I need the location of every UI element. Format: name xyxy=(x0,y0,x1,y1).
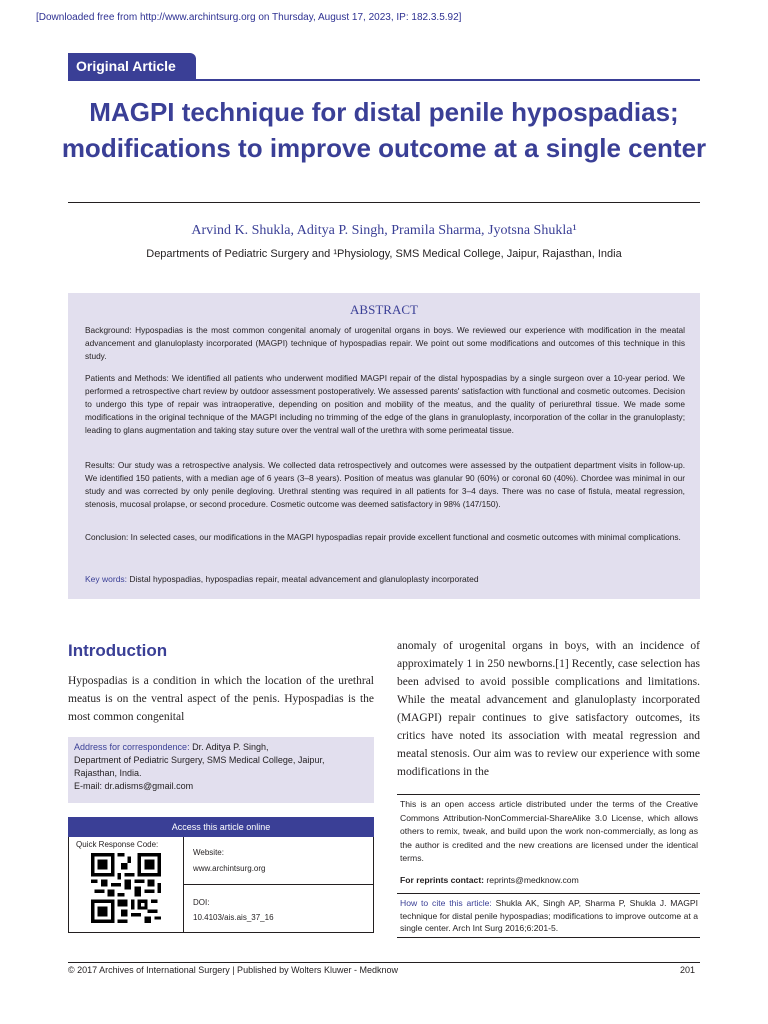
correspondence-label: Address for correspondence: xyxy=(74,742,190,752)
reprints-contact xyxy=(400,875,579,885)
page-number: 201 xyxy=(680,965,696,975)
header-rule xyxy=(68,79,700,81)
article-type-tag: Original Article xyxy=(68,53,196,79)
methods-label: Patients and Methods: xyxy=(85,373,169,383)
doi-link[interactable]: 10.4103/ais.ais_37_16 xyxy=(193,913,274,922)
introduction-heading: Introduction xyxy=(68,641,168,660)
results-text: Our study was a retrospective analysis. We collected data retrospectively and outcomes were assessed by the outpatient department visits in follow-up. We identified 150 patients, with a median age of 6 years (3–8 years). Position of meatus was glanular 90 (60%) or coronal 60 (40%). Chordee was minimal in our study and was corrected by only penile degloving. Urethral stenting was required in all patients for 3–4 days. There was no case of fistula, meatal regression, stenosis, mucosal prolapse, or second procedure. Cosmetic outcome was deemed satisfactory in 98% (147/150). xyxy=(85,460,685,509)
citation xyxy=(400,897,698,935)
qr-code-icon[interactable] xyxy=(91,853,161,923)
download-note: [Downloaded free from http://www.archintsurg.org on Thursday, August 17, 2023, IP: 182.3.5.92] xyxy=(36,12,462,23)
introduction-left-text: Hypospadias is a condition in which the location of the urethral meatus is on the ventral aspect of the penis. Hypospadias is the most common congenital xyxy=(68,675,374,723)
access-row-divider xyxy=(183,884,374,885)
doi-label: DOI: xyxy=(193,898,210,907)
open-access-notice: This is an open access article distributed under the terms of the Creative Commons Attribution-NonCommercial-ShareAlike 3.0 License, which allows others to remix, tweak, and build upon the work non-commercially, as long as the author is credited and the new creations are licensed under the identical terms. xyxy=(400,799,698,863)
citation-text: Shukla AK, Singh AP, Sharma P, Shukla J. MAGPI technique for distal penile hypospadias; modifications to improve outcome at a single center. Arch Int Surg 2016;6:201-5. xyxy=(400,898,698,933)
correspondence-line1: Department of Pediatric Surgery, SMS Medical College, Jaipur, xyxy=(74,755,325,765)
results-label: Results: xyxy=(85,460,115,470)
website-link[interactable]: www.archintsurg.org xyxy=(193,864,266,873)
abstract-background xyxy=(85,324,685,363)
abstract-methods xyxy=(85,372,685,437)
website-label: Website: xyxy=(193,848,224,857)
keywords-text: Distal hypospadias, hypospadias repair, meatal advancement and glanuloplasty incorporated xyxy=(127,574,479,584)
reprints-label: For reprints contact: xyxy=(400,875,485,885)
access-divider xyxy=(183,837,184,933)
correspondence-email: E-mail: dr.adisms@gmail.com xyxy=(74,781,194,791)
keywords-label: Key words: xyxy=(85,574,128,584)
footer-copyright: © 2017 Archives of International Surgery | Published by Wolters Kluwer - Medknow xyxy=(68,965,398,975)
correspondence-line2: Rajasthan, India. xyxy=(74,768,142,778)
open-access-rule xyxy=(397,794,700,795)
conclusion-label: Conclusion: xyxy=(85,532,129,542)
title-rule xyxy=(68,202,700,203)
conclusion-text: In selected cases, our modifications in the MAGPI hypospadias repair provide excellent functional and cosmetic outcomes with minimal complications. xyxy=(128,532,681,542)
abstract-conclusion xyxy=(85,531,685,544)
methods-text: We identified all patients who underwent modified MAGPI repair of the distal hypospadias by a single surgeon over a 10-year period. We performed a retrospective chart review by outdoor assessment postoperatively. We assessed parents' satisfaction with functional and cosmetic outcomes. Decision to undergo this type of repair was intraoperative, depending on position and mobility of the meatus, and the quality of periurethral tissue. We made some modifications in the original technique of the MAGPI including no trimming of the edge of the glans in granuloplasty, incorporation of the collar in the granuloplasty; leading to glans augmentation and taking stay suture over the ventral wall of the urethra with some perimeatal tissue. xyxy=(85,373,686,435)
abstract-results xyxy=(85,459,685,511)
abstract-heading: ABSTRACT xyxy=(350,302,418,317)
reprints-email[interactable]: reprints@medknow.com xyxy=(484,875,579,885)
footer-rule xyxy=(68,962,700,963)
background-label: Background: xyxy=(85,325,132,335)
introduction-right-text: anomaly of urogenital organs in boys, with an incidence of approximately 1 in 250 newborns.[1] Recently, case selection has been advised to avoid possible complications and limitations. While the meatal advancement and glanuloplasty incorporated (MAGPI) repair continues to give satisfactory outcomes, its critics have noted its association with meatal regression and meatal stenosis. Our aim was to review our experience with some modifications in the xyxy=(397,640,700,778)
correspondence-text xyxy=(74,741,370,793)
author-list: Arvind K. Shukla, Aditya P. Singh, Pramila Sharma, Jyotsna Shukla¹ xyxy=(191,223,577,238)
background-text: Hypospadias is the most common congenital anomaly of urogenital organs in boys. We reviewed our experience with modification in the meatal advancement and glanuloplasty incorporated (MAGPI) technique of hypospadias repair. We point out some modifications and outcomes of this technique in this study. xyxy=(85,325,685,361)
article-title: MAGPI technique for distal penile hypospadias; modifications to improve outcome at a single center xyxy=(61,97,707,163)
access-online-heading: Access this article online xyxy=(68,817,374,837)
affiliation: Departments of Pediatric Surgery and ¹Physiology, SMS Medical College, Jaipur, Rajasthan, India xyxy=(146,248,622,260)
keywords xyxy=(85,574,479,584)
qr-code-label: Quick Response Code: xyxy=(76,840,159,849)
citation-label: How to cite this article: xyxy=(400,898,492,908)
correspondence-name: Dr. Aditya P. Singh, xyxy=(189,742,269,752)
